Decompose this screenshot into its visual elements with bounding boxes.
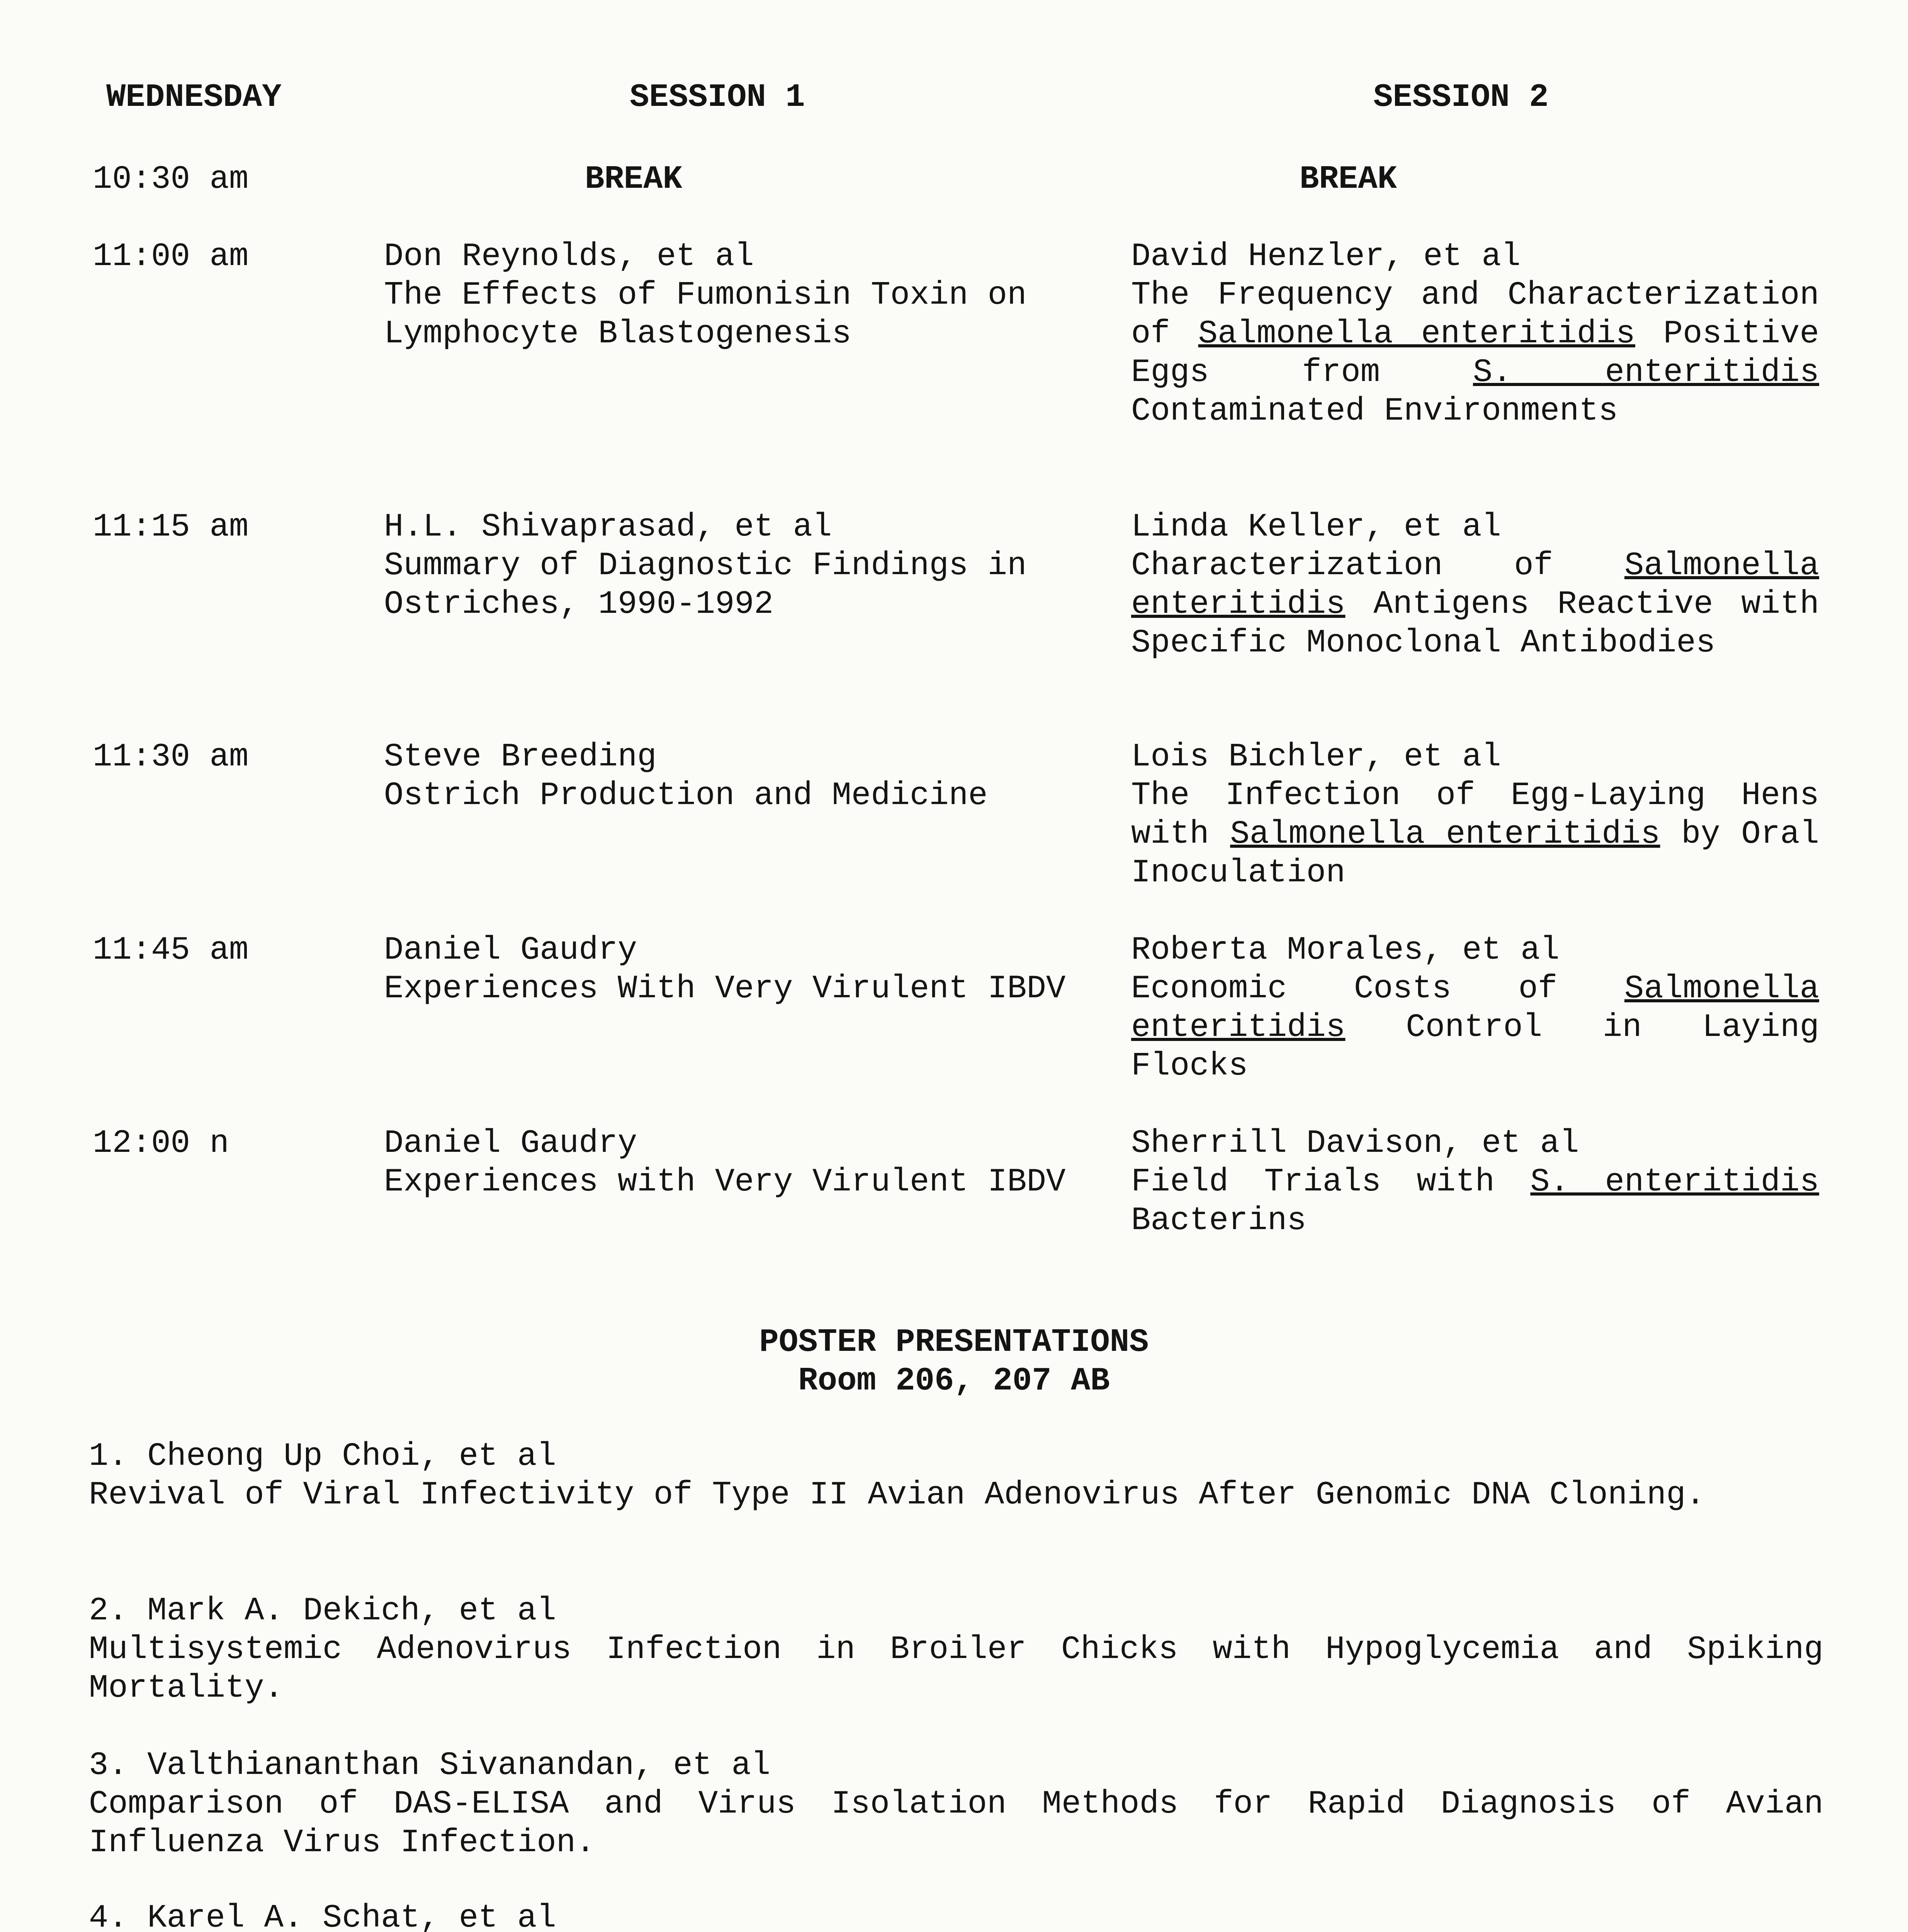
talk-title: Characterization of Salmonella enteritidis Antigens Reactive with Specific Monoclonal Antibodies [1131, 548, 1819, 662]
session-1-talk [384, 238, 1110, 354]
talk-title: Ostrich Production and Medicine [384, 777, 988, 814]
poster-room: Room 206, 207 AB [798, 1363, 1110, 1400]
talk-title: Experiences with Very Virulent IBDV [384, 1164, 1066, 1201]
talk-author: Lois Bichler, et al [1131, 739, 1501, 776]
poster-item [89, 1437, 1823, 1515]
talk-author: Don Reynolds, et al [384, 238, 754, 275]
time-label: 11:30 am [93, 739, 249, 776]
break-label-session-2: BREAK [1299, 161, 1397, 198]
talk-title: Summary of Diagnostic Findings in Ostriches, 1990-1992 [384, 548, 1027, 623]
time-label: 10:30 am [93, 161, 249, 198]
time-label: 11:15 am [93, 509, 249, 546]
time-label: 11:45 am [93, 932, 249, 969]
poster-item [89, 1899, 1823, 1932]
talk-title: Experiences With Very Virulent IBDV [384, 971, 1066, 1007]
organism-name: Salmonella enteritidis [1131, 971, 1819, 1046]
poster-author: 1. Cheong Up Choi, et al [89, 1438, 556, 1475]
poster-author: 3. Valthiananthan Sivanandan, et al [89, 1747, 771, 1784]
session-1-talk [384, 1124, 1110, 1202]
talk-title: The Frequency and Characterization of Salmonella enteritidis Positive Eggs from S. enteritidis Contaminated Environments [1131, 277, 1819, 430]
session-1-talk [384, 508, 1110, 624]
organism-name: Salmonella enteritidis [1198, 316, 1635, 352]
poster-author: 2. Mark A. Dekich, et al [89, 1593, 556, 1629]
poster-title: Revival of Viral Infectivity of Type II Avian Adenovirus After Genomic DNA Cloning. [89, 1477, 1705, 1514]
poster-author: 4. Karel A. Schat, et al [89, 1900, 556, 1932]
talk-author: Steve Breeding [384, 739, 657, 776]
time-label: 12:00 n [93, 1125, 229, 1162]
talk-title: The Effects of Fumonisin Toxin on Lymphocyte Blastogenesis [384, 277, 1027, 352]
break-label-session-1: BREAK [584, 161, 683, 198]
talk-author: Linda Keller, et al [1131, 509, 1501, 546]
talk-title: Economic Costs of Salmonella enteritidis Control in Laying Flocks [1131, 971, 1819, 1085]
talk-author: H.L. Shivaprasad, et al [384, 509, 832, 546]
session-2-talk [1131, 508, 1819, 663]
talk-author: David Henzler, et al [1131, 238, 1521, 275]
talk-author: Roberta Morales, et al [1131, 932, 1560, 969]
session-2-talk [1131, 1124, 1819, 1240]
session-2-header: SESSION 2 [1373, 79, 1549, 116]
talk-author: Daniel Gaudry [384, 1125, 637, 1162]
talk-author: Daniel Gaudry [384, 932, 637, 969]
organism-name: Salmonella enteritidis [1131, 548, 1819, 623]
organism-name: S. enteritidis [1530, 1164, 1819, 1201]
session-1-header: SESSION 1 [630, 79, 805, 116]
session-1-talk [384, 738, 1110, 815]
poster-title: Multisystemic Adenovirus Infection in Broiler Chicks with Hypoglycemia and Spiking Mortality. [89, 1631, 1823, 1707]
talk-author: Sherrill Davison, et al [1131, 1125, 1579, 1162]
poster-item [89, 1747, 1823, 1862]
organism-name: S. enteritidis [1473, 354, 1819, 391]
time-label: 11:00 am [93, 238, 249, 275]
session-2-talk [1131, 738, 1819, 893]
poster-title: Comparison of DAS-ELISA and Virus Isolation Methods for Rapid Diagnosis of Avian Influenza Virus Infection. [89, 1786, 1823, 1861]
talk-title: The Infection of Egg-Laying Hens with Salmonella enteritidis by Oral Inoculation [1131, 777, 1819, 891]
organism-name: Salmonella enteritidis [1230, 816, 1660, 853]
poster-item [89, 1592, 1823, 1708]
session-2-talk [1131, 931, 1819, 1086]
poster-heading: POSTER PRESENTATIONS [759, 1324, 1149, 1361]
session-1-talk [384, 931, 1110, 1009]
session-2-talk [1131, 238, 1819, 431]
day-header: WEDNESDAY [106, 79, 282, 116]
talk-title: Field Trials with S. enteritidis Bacterins [1131, 1164, 1819, 1239]
